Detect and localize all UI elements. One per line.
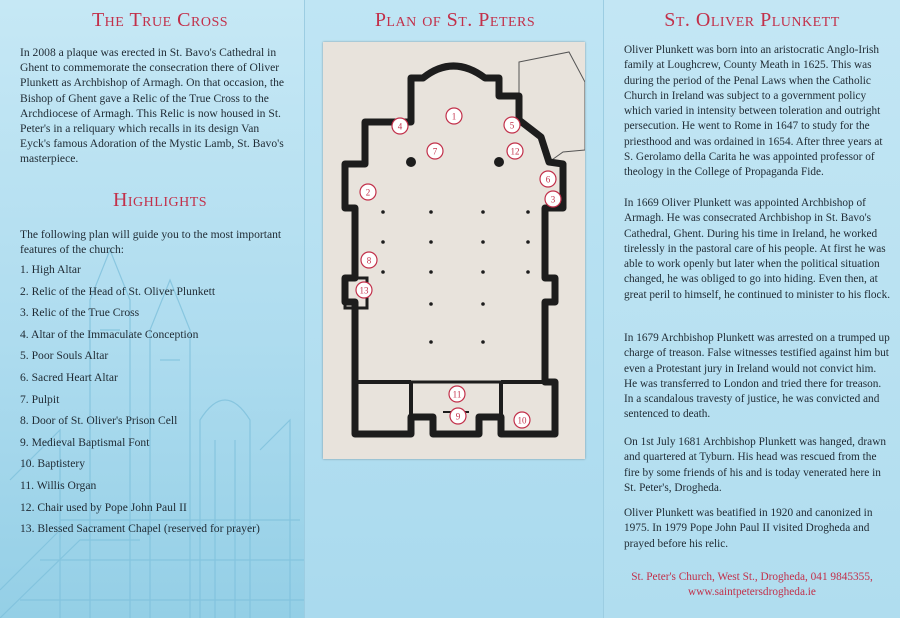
church-floor-plan [323, 42, 585, 459]
pier [406, 157, 416, 167]
panel-plan [304, 0, 604, 618]
pier [494, 157, 504, 167]
list-item: 10. Baptistery [20, 457, 86, 471]
list-item: 13. Blessed Sacrament Chapel (reserved for prayer) [20, 522, 260, 536]
svg-text:4: 4 [397, 121, 403, 132]
marker-2[interactable] [360, 184, 376, 200]
list-item: 4. Altar of the Immaculate Conception [20, 327, 199, 341]
svg-text:12: 12 [510, 146, 520, 157]
list-item: 12. Chair used by Pope John Paul II [20, 500, 187, 514]
list-item: 5. Poor Souls Altar [20, 349, 109, 363]
oliver-paragraph: Oliver Plunkett was born into an aristocratic Anglo-Irish family at Loughcrew, County Meath in 1625. This was during the period of the Penal Laws when the Catholic Church in Ireland was subject to a government policy which varied in intensity between toleration and outright persecution. He went to Rome in 1647 to study for the priesthood and was ordained in 1654. After three years at S. Gerolamo della Carita he was appointed professor of theology in the College of Propaganda Fide. [624, 44, 883, 179]
marker-13[interactable] [356, 282, 372, 298]
highlights-intro: The following plan will guide you to the most important features of the church: [20, 228, 282, 257]
svg-text:8: 8 [366, 255, 372, 266]
svg-text:6: 6 [545, 174, 551, 185]
plan-heading: Plan of St. Peters [374, 9, 536, 31]
svg-text:13: 13 [359, 285, 369, 296]
svg-text:5: 5 [509, 120, 515, 131]
oliver-heading: St. Oliver Plunkett [664, 9, 840, 31]
marker-10[interactable] [514, 412, 530, 428]
list-item: 11. Willis Organ [20, 478, 97, 492]
panel-true-cross [0, 0, 304, 618]
highlights-list [20, 262, 260, 543]
church-address: St. Peter's Church, West St., Drogheda, 041 9845355, [631, 571, 873, 583]
marker-1[interactable] [446, 108, 462, 124]
list-item: 7. Pulpit [20, 392, 60, 406]
marker-12[interactable] [507, 143, 523, 159]
list-item: 9. Medieval Baptismal Font [20, 435, 150, 449]
marker-5[interactable] [504, 117, 520, 133]
marker-8[interactable] [361, 252, 377, 268]
svg-text:3: 3 [550, 194, 556, 205]
true-cross-heading: The True Cross [91, 9, 229, 31]
true-cross-text: In 2008 a plaque was erected in St. Bavo's Cathedral in Ghent to commemorate the consecration there of Oliver Plunkett as Archbishop of Armagh. On that occasion, the Bishop of Ghent gave a Relic of the True Cross to the Archdiocese of Armagh. This Relic is now housed in St. Peter's in a reliquary which recalls in its design Van Eyck's famous Adoration of the Mystic Lamb, St. Bavo's masterpiece. [20, 46, 285, 166]
marker-3[interactable] [545, 191, 561, 207]
panel-oliver-plunkett [604, 0, 900, 618]
marker-6[interactable] [540, 171, 556, 187]
list-item: 6. Sacred Heart Altar [20, 370, 118, 384]
church-website-link[interactable]: www.saintpetersdrogheda.ie [688, 586, 816, 598]
list-item: 3. Relic of the True Cross [20, 306, 140, 320]
svg-text:10: 10 [517, 415, 527, 426]
svg-text:2: 2 [365, 187, 371, 198]
svg-text:9: 9 [455, 411, 461, 422]
oliver-paragraph: In 1669 Oliver Plunkett was appointed Archbishop of Armagh. He was consecrated Archbishop in St. Bavo's Cathedral, Ghent. During his time in Ireland, he worked tirelessly in the pastoral care of his people. At first he was able to work openly but later when the political situation changed, he was obliged to go into hiding. Even then, at great peril to himself, he continued to minister to his flock. [624, 197, 891, 301]
svg-text:7: 7 [432, 146, 438, 157]
marker-4[interactable] [392, 118, 408, 134]
list-item: 2. Relic of the Head of St. Oliver Plunkett [20, 284, 216, 298]
floor-plan-drawing [323, 42, 585, 459]
svg-text:11: 11 [452, 389, 462, 400]
list-item: 8. Door of St. Oliver's Prison Cell [20, 414, 178, 428]
oliver-paragraph: Oliver Plunkett was beatified in 1920 and canonized in 1975. In 1979 Pope John Paul II visited Drogheda and prayed before his relic. [624, 507, 873, 550]
svg-text:1: 1 [451, 111, 457, 122]
marker-11[interactable] [449, 386, 465, 402]
oliver-paragraph: On 1st July 1681 Archbishop Plunkett was hanged, drawn and quartered at Tyburn. His head was rescued from the fire by some friends of his and is today venerated here in St. Peter's, Drogheda. [624, 436, 887, 494]
marker-9[interactable] [450, 408, 466, 424]
oliver-paragraph: In 1679 Archbishop Plunkett was arrested on a trumped up charge of treason. False witnesses testified against him but even a Protestant jury in Ireland would not convict him. He was transferred to London and tried there for treason. In a scandalous travesty of justice, he was convicted and sentenced to death. [624, 332, 890, 421]
marker-7[interactable] [427, 143, 443, 159]
list-item: 1. High Altar [20, 263, 81, 276]
highlights-heading: Highlights [112, 189, 208, 211]
